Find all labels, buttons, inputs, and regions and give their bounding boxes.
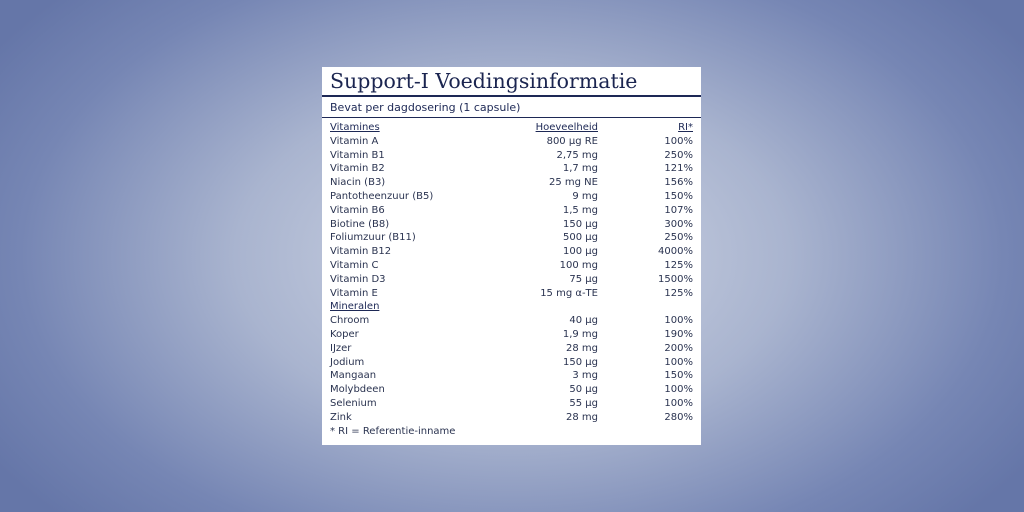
nutrient-amount: 2,75 mg — [556, 149, 598, 161]
nutrient-name: Vitamin A — [330, 135, 379, 147]
nutrient-ri: 280% — [664, 411, 693, 423]
nutrient-name: Vitamin E — [330, 287, 378, 299]
nutrient-ri: 100% — [664, 397, 693, 409]
nutrient-amount: 25 mg NE — [549, 177, 598, 189]
nutrient-name: Vitamin C — [330, 259, 379, 271]
table-row — [330, 231, 693, 245]
nutrient-name: Niacin (B3) — [330, 177, 386, 189]
nutrient-amount: 1,9 mg — [562, 328, 598, 340]
amount-column-header: Hoeveelheid — [535, 122, 598, 133]
nutrient-amount: 9 mg — [572, 190, 598, 202]
table-row — [330, 342, 693, 356]
panel-subtitle: Bevat per dagdosering (1 capsule) — [330, 101, 521, 114]
footnote: * RI = Referentie-inname — [330, 425, 456, 437]
table-row — [330, 135, 693, 149]
nutrient-ri: 1500% — [658, 273, 693, 285]
panel-title: Support-I Voedingsinformatie — [330, 69, 638, 93]
nutrient-ri: 4000% — [658, 246, 693, 258]
mineral-rows — [330, 314, 693, 424]
table-row — [330, 287, 693, 301]
minerals-header-row — [330, 300, 693, 314]
table-row — [330, 190, 693, 204]
nutrient-amount: 28 mg — [566, 342, 598, 354]
table-row — [330, 369, 693, 383]
nutrient-name: Chroom — [330, 315, 370, 327]
table-row — [330, 397, 693, 411]
nutrient-amount: 800 µg RE — [546, 135, 598, 147]
nutrient-amount: 3 mg — [572, 370, 598, 382]
table-header-row — [330, 121, 693, 135]
nutrient-amount: 75 µg — [569, 273, 598, 285]
nutrient-name: Vitamin D3 — [330, 273, 386, 285]
table-row — [330, 356, 693, 370]
nutrient-name: Molybdeen — [330, 384, 385, 396]
subtitle-divider — [322, 117, 701, 118]
nutrient-ri: 100% — [664, 384, 693, 396]
table-row — [330, 411, 693, 425]
vitamins-column-header: Vitamines — [330, 122, 380, 133]
nutrient-ri: 250% — [664, 232, 693, 244]
nutrient-name: Jodium — [330, 356, 365, 368]
nutrient-amount: 55 µg — [569, 397, 598, 409]
nutrient-amount: 500 µg — [563, 232, 598, 244]
table-row — [330, 245, 693, 259]
nutrient-amount: 1,7 mg — [562, 163, 598, 175]
nutrient-ri: 100% — [664, 356, 693, 368]
table-row — [330, 204, 693, 218]
nutrient-name: Mangaan — [330, 370, 377, 382]
nutrient-ri: 156% — [664, 177, 693, 189]
nutrition-info-panel — [322, 67, 701, 445]
nutrient-name: Foliumzuur (B11) — [330, 232, 416, 244]
minerals-section-header: Mineralen — [330, 301, 380, 313]
table-row — [330, 273, 693, 287]
nutrient-amount: 150 µg — [563, 356, 598, 368]
nutrient-name: Vitamin B12 — [330, 246, 392, 258]
table-row — [330, 218, 693, 232]
nutrient-amount: 40 µg — [569, 315, 598, 327]
nutrient-ri: 100% — [664, 135, 693, 147]
nutrient-name: Selenium — [330, 397, 377, 409]
nutrient-amount: 100 µg — [563, 246, 598, 258]
table-row — [330, 259, 693, 273]
ri-column-header: RI* — [678, 122, 693, 133]
nutrient-name: Vitamin B6 — [330, 204, 385, 216]
table-row — [330, 149, 693, 163]
nutrient-name: Vitamin B2 — [330, 163, 385, 175]
nutrient-name: Koper — [330, 328, 359, 340]
nutrient-amount: 150 µg — [563, 218, 598, 230]
nutrient-name: IJzer — [330, 342, 352, 354]
vitamin-rows — [330, 135, 693, 301]
table-row — [330, 162, 693, 176]
nutrient-ri: 300% — [664, 218, 693, 230]
table-row — [330, 383, 693, 397]
nutrient-amount: 28 mg — [566, 411, 598, 423]
nutrient-ri: 125% — [664, 287, 693, 299]
nutrient-ri: 100% — [664, 315, 693, 327]
nutrient-ri: 150% — [664, 190, 693, 202]
nutrient-amount: 50 µg — [569, 384, 598, 396]
nutrition-table — [330, 121, 693, 439]
nutrient-name: Vitamin B1 — [330, 149, 385, 161]
nutrient-amount: 1,5 mg — [562, 204, 598, 216]
nutrient-ri: 150% — [664, 370, 693, 382]
nutrient-name: Zink — [330, 411, 352, 423]
nutrient-ri: 190% — [664, 328, 693, 340]
nutrient-ri: 250% — [664, 149, 693, 161]
table-row — [330, 176, 693, 190]
table-row — [330, 328, 693, 342]
nutrient-name: Pantotheenzuur (B5) — [330, 190, 434, 202]
nutrient-ri: 121% — [664, 163, 693, 175]
nutrient-name: Biotine (B8) — [330, 218, 390, 230]
nutrient-amount: 15 mg α-TE — [540, 287, 598, 299]
nutrient-ri: 107% — [664, 204, 693, 216]
table-row — [330, 314, 693, 328]
nutrient-ri: 200% — [664, 342, 693, 354]
nutrient-ri: 125% — [664, 259, 693, 271]
nutrient-amount: 100 mg — [559, 259, 598, 271]
title-divider — [322, 95, 701, 97]
